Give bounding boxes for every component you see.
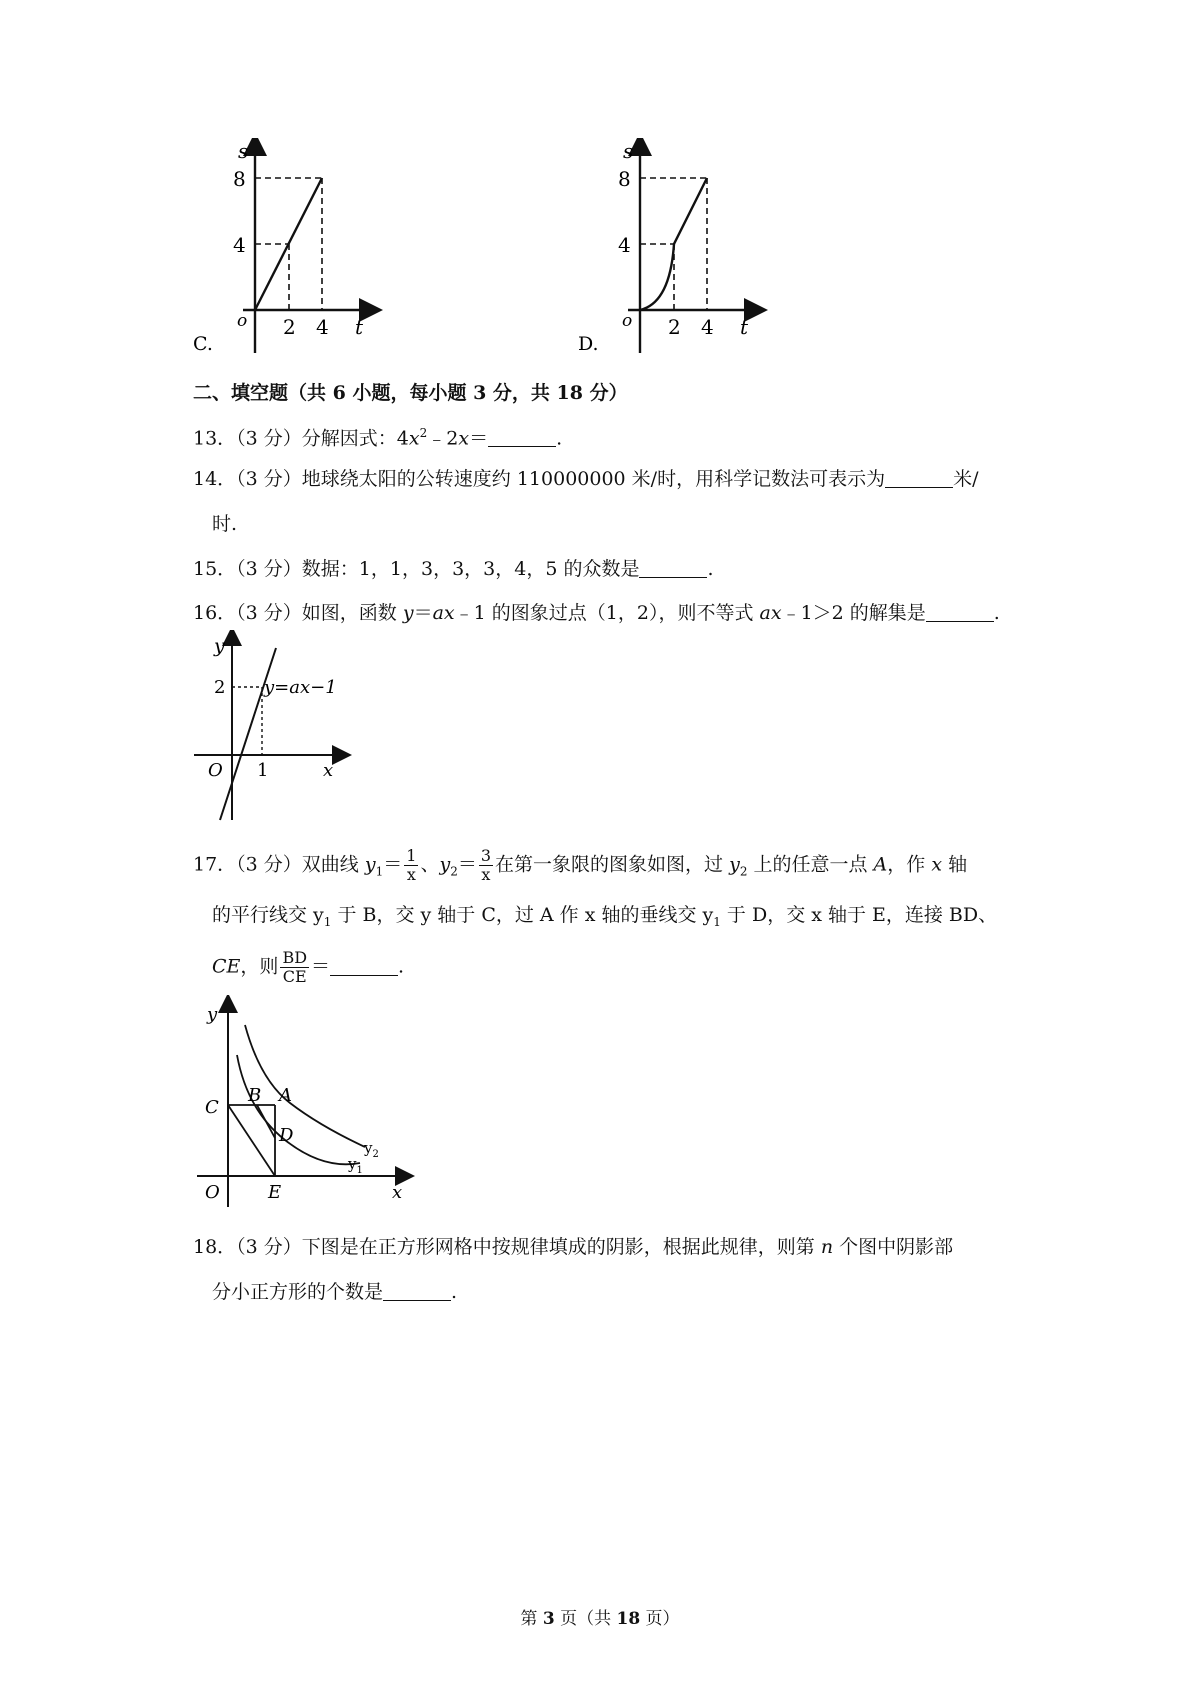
fraction-1-over-x: $\frac{1}{x}$: [406, 846, 417, 884]
origin-label: O: [205, 1182, 220, 1203]
x-tick-1: 1: [257, 760, 269, 781]
answer-blank-16[interactable]: [926, 603, 994, 622]
y-axis-label: s: [238, 139, 249, 163]
label-y1: $y_1$: [348, 1155, 363, 1176]
answer-blank-17[interactable]: [330, 957, 398, 976]
answer-blank-13[interactable]: [488, 428, 556, 447]
question-13: 13．（3 分）分解因式：$4x^2﹣2x=$ .: [193, 426, 563, 450]
x-axis-label: t: [355, 315, 364, 339]
y-axis-label: s: [623, 139, 634, 163]
y-axis-label: y: [207, 1004, 218, 1025]
label-d: D: [279, 1125, 294, 1146]
option-c-label: C.: [193, 333, 213, 355]
option-d-label: D.: [578, 333, 599, 355]
question-18: 18．（3 分）下图是在正方形网格中按规律填成的阴影，根据此规律，则第 n 个图中阴影部: [193, 1236, 954, 1258]
x-tick-4: 4: [316, 315, 329, 339]
x-axis-label: x: [392, 1182, 403, 1203]
x-tick-4: 4: [701, 315, 714, 339]
graph-q16: [190, 630, 360, 825]
question-17-line3: CE，则 $\frac{BD}{CE}$ ＝ .: [212, 948, 405, 986]
origin-label: O: [208, 760, 223, 781]
page-footer: 第 3 页（共 18 页）: [520, 1609, 680, 1629]
x-axis-label: x: [323, 760, 334, 781]
y-tick-4: 4: [233, 233, 246, 257]
question-14-cont: 时.: [212, 513, 238, 535]
label-b: B: [248, 1085, 262, 1106]
y-tick-4: 4: [618, 233, 631, 257]
label-y2: $y_2$: [364, 1139, 379, 1160]
fraction-3-over-x: $\frac{3}{x}$: [480, 846, 492, 884]
graph-option-d: [570, 138, 780, 360]
y-tick-8: 8: [233, 167, 246, 191]
x-axis-label: t: [740, 315, 749, 339]
question-18-cont: 分小正方形的个数是 .: [212, 1281, 458, 1303]
x-tick-2: 2: [283, 315, 296, 339]
curve-y2: [245, 1025, 365, 1147]
answer-blank-18[interactable]: [383, 1282, 451, 1301]
answer-blank-14[interactable]: [885, 469, 953, 488]
y-tick-2: 2: [214, 677, 226, 698]
section-heading: 二、填空题（共 6 小题，每小题 3 分，共 18 分）: [193, 382, 628, 404]
curve-label: y=ax−1: [264, 677, 337, 698]
question-15: 15．（3 分）数据：1，1，3，3，3，4，5 的众数是 .: [193, 558, 714, 580]
y-axis-label: y: [214, 635, 225, 657]
origin-label: o: [237, 311, 248, 331]
question-17: 17．（3 分）双曲线 $y_1=$ $\frac{1}{x}$ 、$y_2=$ $\frac{3}{x}$ 在第一象限的图象如图，过 $y_2$ 上的任意一点 A，作 x 轴: [193, 846, 968, 884]
question-14: 14．（3 分）地球绕太阳的公转速度约 110000000 米/时，用科学记数法可表示为 米/: [193, 468, 979, 490]
x-tick-2: 2: [668, 315, 681, 339]
label-a: A: [279, 1085, 292, 1106]
label-c: C: [205, 1097, 219, 1118]
function-line: [220, 648, 276, 820]
question-17-line2: 的平行线交 $y_1$ 于 B，交 y 轴于 C，过 A 作 x 轴的垂线交 $y_1$ 于 D，交 x 轴于 E，连接 BD、: [212, 904, 998, 929]
graph-q17: [195, 995, 415, 1210]
question-16: 16．（3 分）如图，函数 y＝ax﹣1 的图象过点（1，2），则不等式 ax﹣1＞2 的解集是 .: [193, 602, 1000, 624]
label-e: E: [268, 1182, 282, 1203]
origin-label: o: [622, 311, 633, 331]
y-tick-8: 8: [618, 167, 631, 191]
graph-option-c: [185, 138, 395, 360]
answer-blank-15[interactable]: [639, 559, 707, 578]
fraction-bd-over-ce: $\frac{BD}{CE}$: [282, 948, 308, 986]
